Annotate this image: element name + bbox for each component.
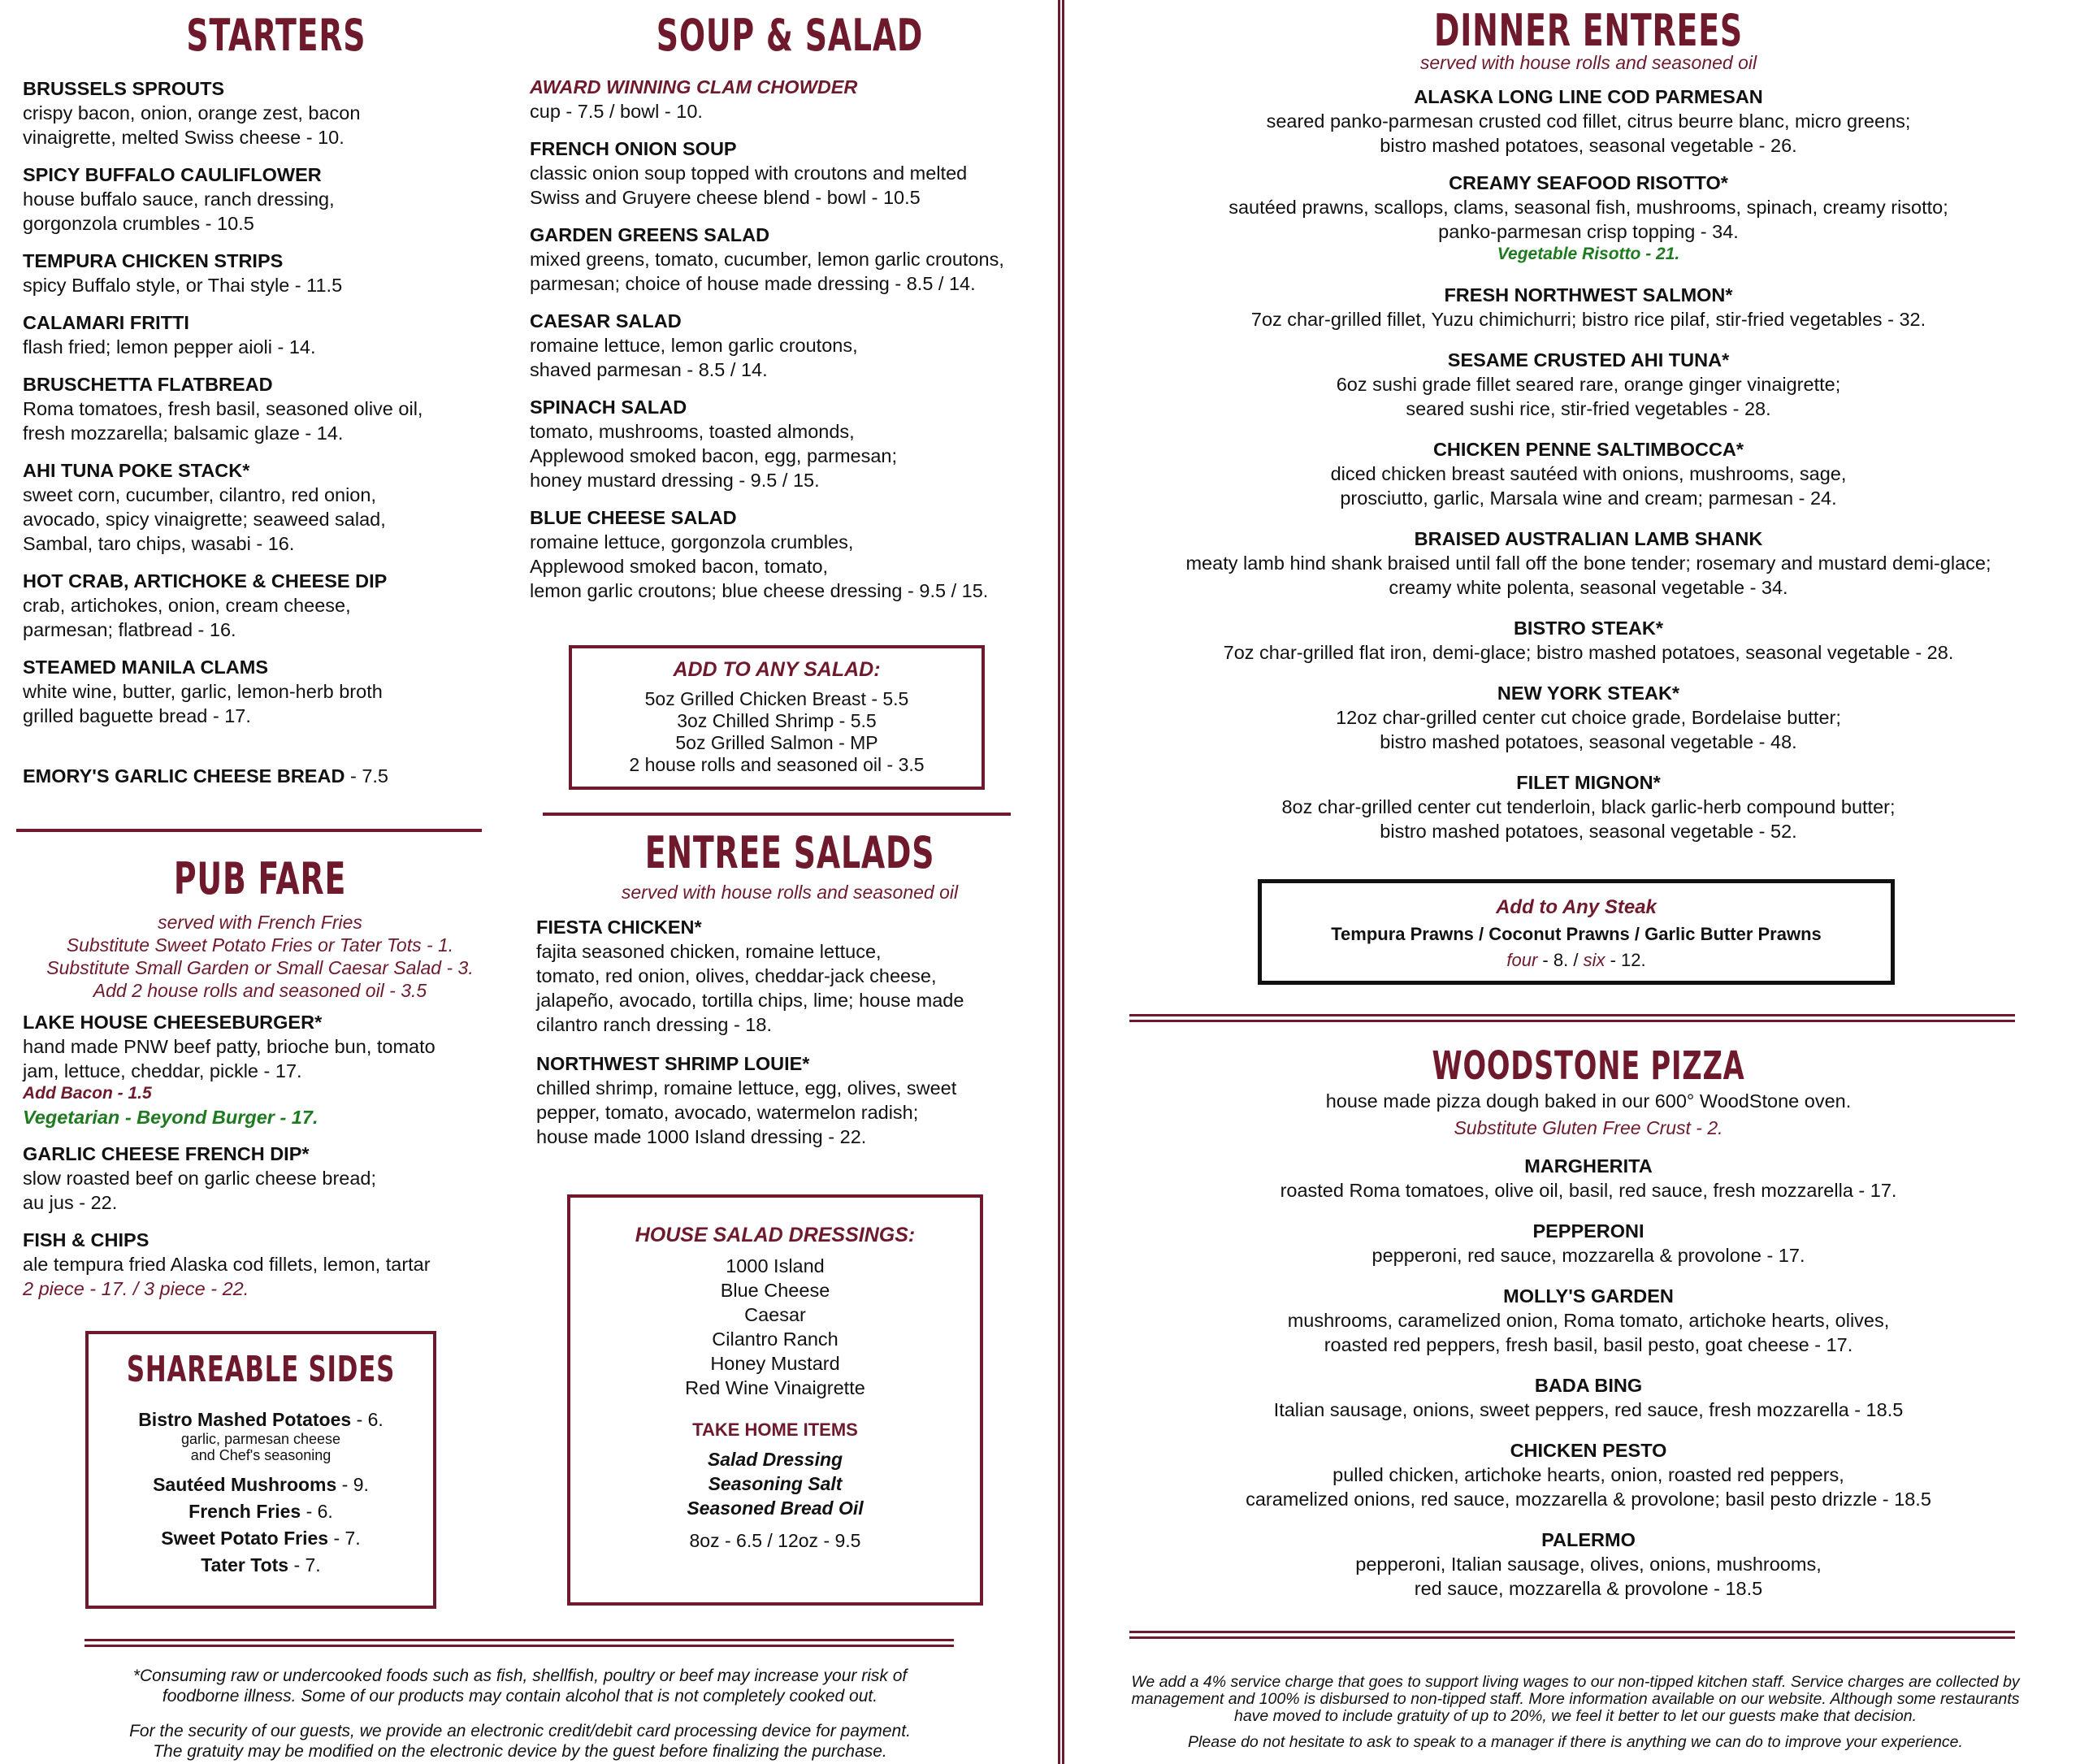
pizza-item-desc: Italian sausage, onions, sweet peppers, red sauce, fresh mozzarella - 18.5 — [1273, 1399, 1904, 1420]
cod-name: ALASKA LONG LINE COD PARMESAN — [1414, 86, 1763, 107]
pub-fare-notes — [16, 911, 504, 1002]
pizza-item-desc: pepperoni, Italian sausage, olives, onions, mushrooms, red sauce, mozzarella & provolone - 18.5 — [1355, 1554, 1822, 1599]
add-salad-item: 3oz Chilled Shrimp - 5.5 — [677, 710, 877, 731]
risotto-desc: sautéed prawns, scallops, clams, seasonal fish, mushrooms, spinach, creamy risotto; panko-parmesan crisp topping - 34. — [1228, 197, 1948, 242]
pizza-item-desc: roasted Roma tomatoes, olive oil, basil, red sauce, fresh mozzarella - 17. — [1280, 1180, 1897, 1201]
starter-item — [23, 655, 510, 728]
fish-chips-name: FISH & CHIPS — [23, 1229, 150, 1250]
entree-item-desc: 8oz char-grilled center cut tenderloin, black garlic-herb compound butter; bistro mashed potatoes, seasonal vegetable - 52. — [1281, 796, 1896, 842]
pizza-note: house made pizza dough baked in our 600° WoodStone oven. — [1325, 1090, 1852, 1112]
take-home-title: TAKE HOME ITEMS — [692, 1419, 858, 1440]
pizza-item-desc: pulled chicken, artichoke hearts, onion, roasted red peppers, caramelized onions, red sauce, mozzarella & provolone; basil pesto drizzle - 18.5 — [1246, 1464, 1931, 1510]
pizza-item-name: PALERMO — [1541, 1529, 1636, 1550]
right-footer-rule — [1129, 1631, 2015, 1639]
starter-item-name: SPICY BUFFALO CAULIFLOWER — [23, 164, 322, 185]
burger-desc: hand made PNW beef patty, brioche bun, tomato jam, lettuce, cheddar, pickle - 17. — [23, 1036, 436, 1081]
garlic-bread-item — [23, 765, 388, 787]
soup-salad-item — [530, 309, 1066, 382]
pizza-item — [1097, 1528, 2080, 1601]
vegetable-risotto: Vegetable Risotto - 21. — [1497, 245, 1680, 263]
soup-salad-item — [530, 395, 1066, 492]
pub-fare-title: PUB FARE — [173, 853, 347, 904]
pizza-title: WOODSTONE PIZZA — [1432, 1043, 1745, 1089]
entree-item-desc: 12oz char-grilled center cut choice grade, Bordelaise butter; bistro mashed potatoes, seasonal vegetable - 48. — [1336, 707, 1841, 752]
side-item — [89, 1525, 433, 1552]
entree-salads-note: served with house rolls and seasoned oil — [621, 882, 959, 903]
starter-item-desc: white wine, butter, garlic, lemon-herb broth grilled baguette bread - 17. — [23, 681, 383, 726]
burger-vegetarian: Vegetarian - Beyond Burger - 17. — [23, 1107, 318, 1128]
pizza-item — [1097, 1284, 2080, 1357]
dressing-item: 1000 Island — [726, 1255, 825, 1276]
steak-four-price: - 8. / — [1537, 950, 1584, 970]
dressings-title: HOUSE SALAD DRESSINGS: — [635, 1224, 916, 1246]
pizza-item-name: CHICKEN PESTO — [1510, 1440, 1667, 1461]
soup-salad-item-name: BLUE CHEESE SALAD — [530, 507, 737, 528]
starter-item-name: STEAMED MANILA CLAMS — [23, 657, 269, 678]
pizza-item — [1097, 1219, 2080, 1268]
steak-four: four — [1506, 950, 1538, 970]
dinner-entrees-note: served with house rolls and seasoned oil — [1419, 52, 1757, 73]
pizza-section — [1097, 1043, 2080, 1617]
add-salad-item: 5oz Grilled Chicken Breast - 5.5 — [644, 688, 909, 709]
starter-item-name: BRUSSELS SPROUTS — [23, 78, 225, 99]
take-home-item: Seasoning Salt — [708, 1473, 843, 1494]
starter-item-desc: house buffalo sauce, ranch dressing, gorgonzola crumbles - 10.5 — [23, 189, 335, 234]
entree-item-name: NEW YORK STEAK* — [1497, 683, 1680, 704]
starter-item-desc: sweet corn, cucumber, cilantro, red onion, avocado, spicy vinaigrette; seaweed salad, Sambal, taro chips, wasabi - 16. — [23, 484, 386, 554]
dressing-item: Caesar — [744, 1304, 806, 1325]
side-price: - 7. — [328, 1528, 361, 1549]
side-name: Sautéed Mushrooms — [153, 1474, 337, 1495]
soup-salad-item-name: SPINACH SALAD — [530, 397, 687, 418]
starter-item-name: HOT CRAB, ARTICHOKE & CHEESE DIP — [23, 570, 388, 592]
entree-item-desc: meaty lamb hind shank braised until fall off the bone tender; rosemary and mustard demi-glace; creamy white polenta, seasonal vegetable - 34. — [1185, 553, 1991, 598]
entree-item-name: BRAISED AUSTRALIAN LAMB SHANK — [1414, 528, 1763, 549]
entree-item — [1097, 527, 2080, 600]
side-item — [89, 1552, 433, 1579]
soup-salad-item — [530, 137, 1066, 210]
french-dip-desc: slow roasted beef on garlic cheese bread; au jus - 22. — [23, 1168, 377, 1213]
entree-item-name: FRESH NORTHWEST SALMON* — [1444, 284, 1733, 306]
pizza-items — [1097, 1154, 2080, 1601]
starter-item-desc: crab, artichokes, onion, cream cheese, parmesan; flatbread - 16. — [23, 595, 351, 640]
garlic-bread-price: - 7.5 — [344, 765, 388, 787]
starter-item-name: AHI TUNA POKE STACK* — [23, 460, 250, 481]
column-divider — [1058, 0, 1064, 1764]
starter-item — [23, 249, 510, 297]
burger-name: LAKE HOUSE CHEESEBURGER* — [23, 1012, 323, 1033]
manager-notice: Please do not hesitate to ask to speak to a manager if there is anything we can do to improve your experience. — [1188, 1733, 1963, 1751]
dressing-item: Honey Mustard — [710, 1353, 840, 1374]
shareable-sides-box — [85, 1331, 436, 1609]
starter-item — [23, 372, 510, 445]
pub-note: Substitute Sweet Potato Fries or Tater Tots - 1. — [66, 934, 454, 956]
dressing-items — [570, 1254, 980, 1400]
add-salad-item: 2 house rolls and seasoned oil - 3.5 — [629, 754, 925, 775]
sides-title: SHAREABLE SIDES — [126, 1349, 396, 1390]
pizza-item-name: PEPPERONI — [1532, 1220, 1644, 1242]
entree-items — [1097, 283, 2080, 843]
entree-item — [1097, 348, 2080, 421]
entree-item-desc: 7oz char-grilled fillet, Yuzu chimichurri; bistro rice pilaf, stir-fried vegetables - 32. — [1250, 309, 1926, 330]
entree-item-desc: 7oz char-grilled flat iron, demi-glace; bistro mashed potatoes, seasonal vegetable - 28. — [1223, 642, 1954, 663]
entree-item — [1097, 616, 2080, 665]
entrees-list — [1097, 85, 2080, 860]
take-home-items — [570, 1447, 980, 1520]
add-steak-items: Tempura Prawns / Coconut Prawns / Garlic Butter Prawns — [1331, 924, 1822, 944]
entree-item-name: CHICKEN PENNE SALTIMBOCCA* — [1432, 439, 1744, 460]
entree-salad-item-name: FIESTA CHICKEN* — [536, 917, 702, 938]
soup-salad-item — [530, 223, 1066, 296]
entree-item — [1097, 283, 2080, 332]
soup-salad-item-name: FRENCH ONION SOUP — [530, 138, 737, 159]
starter-item-desc: Roma tomatoes, fresh basil, seasoned olive oil, fresh mozzarella; balsamic glaze - 14. — [23, 398, 423, 444]
soup-salad-title: SOUP & SALAD — [656, 10, 924, 61]
sides-list — [89, 1408, 433, 1579]
side-name: French Fries — [188, 1501, 301, 1522]
fish-chips-desc: ale tempura fried Alaska cod fillets, lemon, tartar — [23, 1254, 431, 1275]
fish-option: 2 piece - 17. — [23, 1278, 128, 1299]
add-steak-prices — [1262, 950, 1891, 971]
starter-item-name: TEMPURA CHICKEN STRIPS — [23, 250, 284, 271]
payment-notice: For the security of our guests, we provide an electronic credit/debit card processing device for payment. The gratuity may be modified on the electronic device by the guest before finalizing the purchase. — [129, 1722, 911, 1761]
pizza-item-desc: pepperoni, red sauce, mozzarella & provolone - 17. — [1372, 1245, 1805, 1266]
soup-salad-item-desc: mixed greens, tomato, cucumber, lemon garlic croutons, parmesan; choice of house made dressing - 8.5 / 14. — [530, 249, 1004, 294]
entree-salad-item — [536, 915, 1050, 1037]
soup-salad-item-name: GARDEN GREENS SALAD — [530, 224, 770, 245]
entree-item-name: FILET MIGNON* — [1516, 772, 1661, 793]
pub-note: Add 2 house rolls and seasoned oil - 3.5 — [93, 980, 427, 1001]
starter-item — [23, 310, 510, 359]
side-price: - 9. — [336, 1474, 369, 1495]
pub-note: Substitute Small Garden or Small Caesar Salad - 3. — [46, 957, 474, 978]
starters-rule — [16, 829, 482, 832]
fish-option: 3 piece - 22. — [143, 1278, 249, 1299]
side-item — [89, 1408, 433, 1431]
starter-item — [23, 76, 510, 150]
soup-items — [530, 137, 1066, 603]
raw-food-notice: *Consuming raw or undercooked foods such as fish, shellfish, poultry or beef may increase your risk of foodborne illness. Some of our products may contain alcohol that is not completely cooked out. — [132, 1666, 908, 1705]
side-name: Sweet Potato Fries — [161, 1528, 329, 1549]
starter-item — [23, 458, 510, 556]
side-item — [89, 1498, 433, 1525]
entree-salad-item-desc: fajita seasoned chicken, romaine lettuce, tomato, red onion, olives, cheddar-jack cheese, jalapeño, avocado, tortilla chips, lime; house made cilantro ranch dressing - 18. — [536, 941, 964, 1035]
left-footer-rule — [84, 1639, 954, 1647]
chowder-name: AWARD WINNING CLAM CHOWDER — [530, 76, 858, 98]
pizza-item-name: MOLLY'S GARDEN — [1503, 1285, 1674, 1307]
risotto-name: CREAMY SEAFOOD RISOTTO* — [1449, 172, 1728, 193]
soup-salad-item-name: CAESAR SALAD — [530, 310, 682, 332]
steak-six-price: - 12. — [1605, 950, 1646, 970]
fish-chips-options — [23, 1276, 504, 1301]
pizza-item — [1097, 1154, 2080, 1203]
soup-rule — [543, 813, 1011, 816]
soup-salad-item-desc: tomato, mushrooms, toasted almonds, Applewood smoked bacon, egg, parmesan; honey mustard dressing - 9.5 / 15. — [530, 421, 898, 491]
entree-salads-items — [530, 915, 1050, 1149]
side-name: Tater Tots — [201, 1554, 289, 1575]
entree-item — [1097, 770, 2080, 843]
pub-fare-section — [16, 853, 504, 1301]
starter-item-desc: crispy bacon, onion, orange zest, bacon vinaigrette, melted Swiss cheese - 10. — [23, 102, 361, 148]
steak-six: six — [1583, 950, 1606, 970]
pizza-item-desc: mushrooms, caramelized onion, Roma tomato, artichoke hearts, olives, roasted red peppers, fresh basil, basil pesto, goat cheese - 17. — [1287, 1310, 1890, 1355]
entree-item — [1097, 681, 2080, 754]
entree-item-name: BISTRO STEAK* — [1513, 618, 1664, 639]
pizza-item-name: MARGHERITA — [1524, 1155, 1653, 1177]
add-salad-item: 5oz Grilled Salmon - MP — [675, 732, 878, 753]
entree-salad-item-desc: chilled shrimp, romaine lettuce, egg, olives, sweet pepper, tomato, avocado, watermelon radish; house made 1000 Island dressing - 22. — [536, 1077, 957, 1147]
side-price: - 7. — [288, 1554, 321, 1575]
pizza-item-name: BADA BING — [1534, 1375, 1643, 1396]
starter-item — [23, 163, 510, 236]
starter-item — [23, 569, 510, 642]
service-charge-notice: We add a 4% service charge that goes to support living wages to our non-tipped kitchen staff. Service charges are collected by management and 100% is disbursed to non-tipped staff. More information available on our website. Although some restaurants have moved to include gratuity of up to 20%, we feel it better to let our guests make that decision. — [1131, 1673, 2020, 1725]
entree-salad-item — [536, 1051, 1050, 1149]
side-note: garlic, parmesan cheese and Chef's seasoning — [180, 1431, 341, 1463]
entree-salads-title: ENTREE SALADS — [644, 827, 935, 878]
chowder-desc: cup - 7.5 / bowl - 10. — [530, 101, 703, 122]
pub-note: served with French Fries — [158, 912, 362, 933]
side-price: - 6. — [301, 1501, 333, 1522]
starter-item-desc: spicy Buffalo style, or Thai style - 11.5 — [23, 275, 343, 296]
dressing-item: Red Wine Vinaigrette — [685, 1377, 865, 1398]
entree-item-desc: diced chicken breast sautéed with onions, mushrooms, sage, prosciutto, garlic, Marsala wine and cream; parmesan - 24. — [1330, 463, 1847, 509]
side-item — [89, 1471, 433, 1498]
entree-item — [1097, 437, 2080, 510]
starters-title: STARTERS — [186, 10, 366, 61]
dressing-item: Cilantro Ranch — [712, 1328, 838, 1350]
add-steak-box — [1258, 879, 1895, 985]
side-price: - 6. — [351, 1409, 384, 1430]
add-to-salad-box — [569, 645, 985, 790]
burger-add-bacon: Add Bacon - 1.5 — [23, 1084, 152, 1103]
dinner-entrees-title: DINNER ENTREES — [1434, 5, 1743, 56]
starter-item-name: CALAMARI FRITTI — [23, 312, 189, 333]
entree-item-name: SESAME CRUSTED AHI TUNA* — [1447, 349, 1730, 371]
entree-salads-section — [530, 827, 1050, 1164]
soup-salad-item — [530, 505, 1066, 603]
dressings-box — [567, 1194, 983, 1606]
pizza-top-rule — [1129, 1014, 2015, 1022]
french-dip-name: GARLIC CHEESE FRENCH DIP* — [23, 1143, 310, 1164]
starter-item-desc: flash fried; lemon pepper aioli - 14. — [23, 336, 316, 358]
side-name: Bistro Mashed Potatoes — [138, 1409, 352, 1430]
garlic-bread-name: EMORY'S GARLIC CHEESE BREAD — [23, 765, 345, 787]
add-steak-title: Add to Any Steak — [1496, 896, 1657, 918]
take-home-item: Seasoned Bread Oil — [687, 1497, 864, 1519]
starter-item-name: BRUSCHETTA FLATBREAD — [23, 374, 273, 395]
pizza-item — [1097, 1373, 2080, 1422]
dressing-item: Blue Cheese — [720, 1280, 830, 1301]
starters-list — [23, 76, 510, 741]
pub-items — [16, 1010, 504, 1301]
add-salad-title: ADD TO ANY SALAD: — [673, 658, 881, 681]
fish-option-separator: / — [128, 1278, 144, 1299]
soup-salad-item-desc: romaine lettuce, lemon garlic croutons, shaved parmesan - 8.5 / 14. — [530, 335, 858, 380]
soup-salad-item-desc: romaine lettuce, gorgonzola crumbles, Applewood smoked bacon, tomato, lemon garlic croutons; blue cheese dressing - 9.5 / 15. — [530, 531, 989, 601]
gluten-free-note: Substitute Gluten Free Crust - 2. — [1454, 1117, 1723, 1138]
soup-list — [530, 75, 1066, 616]
take-home-item: Salad Dressing — [707, 1449, 843, 1470]
pizza-item — [1097, 1438, 2080, 1511]
entree-salad-item-name: NORTHWEST SHRIMP LOUIE* — [536, 1053, 810, 1074]
sides-items — [89, 1471, 433, 1579]
cod-desc: seared panko-parmesan crusted cod fillet, citrus beurre blanc, micro greens; bistro mashed potatoes, seasonal vegetable - 26. — [1266, 111, 1911, 156]
soup-salad-item-desc: classic onion soup topped with croutons and melted Swiss and Gruyere cheese blend - bowl - 10.5 — [530, 163, 968, 208]
entree-item-desc: 6oz sushi grade fillet seared rare, orange ginger vinaigrette; seared sushi rice, stir-fried vegetables - 28. — [1336, 374, 1841, 419]
take-home-price: 8oz - 6.5 / 12oz - 9.5 — [689, 1530, 861, 1551]
add-salad-items — [572, 688, 982, 776]
